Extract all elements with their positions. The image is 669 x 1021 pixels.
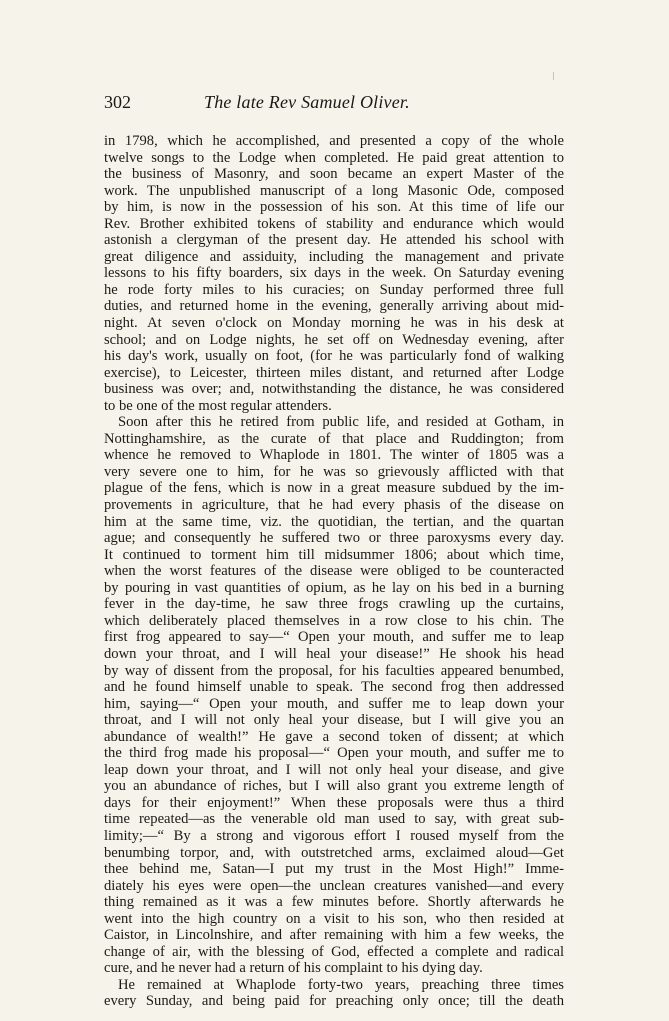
text-line: he rode forty miles to his curacies; on Sunday performed three full — [104, 281, 564, 298]
text-line: whence he removed to Whaplode in 1801. The winter of 1805 was a — [104, 447, 564, 464]
text-line: great diligence and assiduity, including the management and private — [104, 248, 564, 265]
text-line: throat, and I will not only heal your disease, but I will give you an — [104, 712, 564, 729]
text-line: down your throat, and I will heal your disease!” He shook his head — [104, 645, 564, 662]
text-line: Caistor, in Lincolnshire, and after remaining with him a few weeks, the — [104, 927, 564, 944]
text-line: you an abundance of riches, but I will also grant you extreme length of — [104, 778, 564, 795]
margin-mark — [553, 72, 554, 80]
text-line: school; and on Lodge nights, he set off on Wednesday evening, after — [104, 331, 564, 348]
text-line: diately his eyes were open—the unclean creatures vanished—and every — [104, 877, 564, 894]
text-line: duties, and returned home in the evening, generally arriving about mid- — [104, 298, 564, 315]
text-line: by him, is now in the possession of his son. At this time of life our — [104, 199, 564, 216]
text-line: first frog appeared to say—“ Open your mouth, and suffer me to leap — [104, 629, 564, 646]
page-header — [104, 92, 564, 116]
text-line: business was over; and, notwithstanding the distance, he was considered — [104, 381, 564, 398]
text-line: provements in agriculture, that he had every phasis of the disease on — [104, 497, 564, 514]
text-line: fever in the day-time, he saw three frogs crawling up the curtains, — [104, 596, 564, 613]
text-line: change of air, with the blessing of God, effected a complete and radical — [104, 943, 564, 960]
text-line: abundance of wealth!” He gave a second token of dissent; at which — [104, 728, 564, 745]
text-line: and he found himself unable to speak. The second frog then addressed — [104, 679, 564, 696]
text-line: the business of Masonry, and soon became an expert Master of the — [104, 166, 564, 183]
text-line: when the worst features of the disease were obliged to be counteracted — [104, 563, 564, 580]
text-line: ague; and consequently he suffered two or three paroxysms every day. — [104, 530, 564, 547]
text-line: Nottinghamshire, as the curate of that place and Ruddington; from — [104, 430, 564, 447]
text-line: twelve songs to the Lodge when completed. He paid great attention to — [104, 149, 564, 166]
text-line: cure, and he never had a return of his complaint to his dying day. — [104, 960, 483, 977]
text-line: leap down your throat, and I will not only heal your disease, and give — [104, 761, 564, 778]
text-line: time repeated—as the venerable old man used to say, with great sub- — [104, 811, 564, 828]
text-line: astonish a clergyman of the present day. He attended his school with — [104, 232, 564, 249]
running-title: The late Rev Samuel Oliver. — [204, 92, 410, 112]
text-line: limity;—“ By a strong and vigorous effort I roused myself from the — [104, 827, 564, 844]
text-line: days for their enjoyment!” When these proposals were thus a third — [104, 794, 564, 811]
text-line: night. At seven o'clock on Monday morning he was in his desk at — [104, 315, 564, 332]
text-line: He remained at Whaplode forty-two years, preaching three times — [118, 976, 564, 993]
text-line: him, saying—“ Open your mouth, and suffer me to leap down your — [104, 695, 564, 712]
body-text — [104, 133, 564, 1010]
text-line: by pouring in vast quantities of opium, as he lay on his bed in a burning — [104, 579, 564, 596]
text-line: which deliberately placed themselves in a row close to his chin. The — [104, 612, 564, 629]
text-line: by way of dissent from the proposal, for his faculties appeared benumbed, — [104, 662, 564, 679]
text-line: very severe one to him, for he was so grievously afflicted with that — [104, 463, 564, 480]
text-line: plague of the fens, which is now in a great measure subdued by the im- — [104, 480, 564, 497]
text-line: in 1798, which he accomplished, and presented a copy of the whole — [104, 133, 564, 149]
text-line: every Sunday, and being paid for preaching only once; till the death — [104, 993, 564, 1010]
text-line: Rev. Brother exhibited tokens of stability and endurance which would — [104, 215, 564, 232]
text-line: lessons to his fifty boarders, six days in the week. On Saturday evening — [104, 265, 564, 282]
text-line: him at the same time, viz. the quotidian, the tertian, and the quartan — [104, 513, 564, 530]
text-line: went into the high country on a visit to his son, who then resided at — [104, 910, 564, 927]
text-line: benumbing torpor, and, with outstretched arms, exclaimed aloud—Get — [104, 844, 564, 861]
text-line: to be one of the most regular attenders. — [104, 397, 332, 414]
page-number: 302 — [104, 92, 131, 112]
text-line: thee behind me, Satan—I put my trust in the Most High!” Imme- — [104, 861, 564, 878]
text-line: work. The unpublished manuscript of a long Masonic Ode, composed — [104, 182, 564, 199]
text-line: his day's work, usually on foot, (for he was particularly fond of walking — [104, 348, 564, 365]
text-line: exercise), to Leicester, thirteen miles distant, and returned after Lodge — [104, 364, 564, 381]
text-line: the third frog made his proposal—“ Open your mouth, and suffer me to — [104, 745, 564, 762]
text-line: thing remained as it was a few minutes before. Shortly afterwards he — [104, 894, 564, 911]
text-line: Soon after this he retired from public life, and resided at Gotham, in — [118, 414, 564, 431]
text-line: It continued to torment him till midsummer 1806; about which time, — [104, 546, 564, 563]
